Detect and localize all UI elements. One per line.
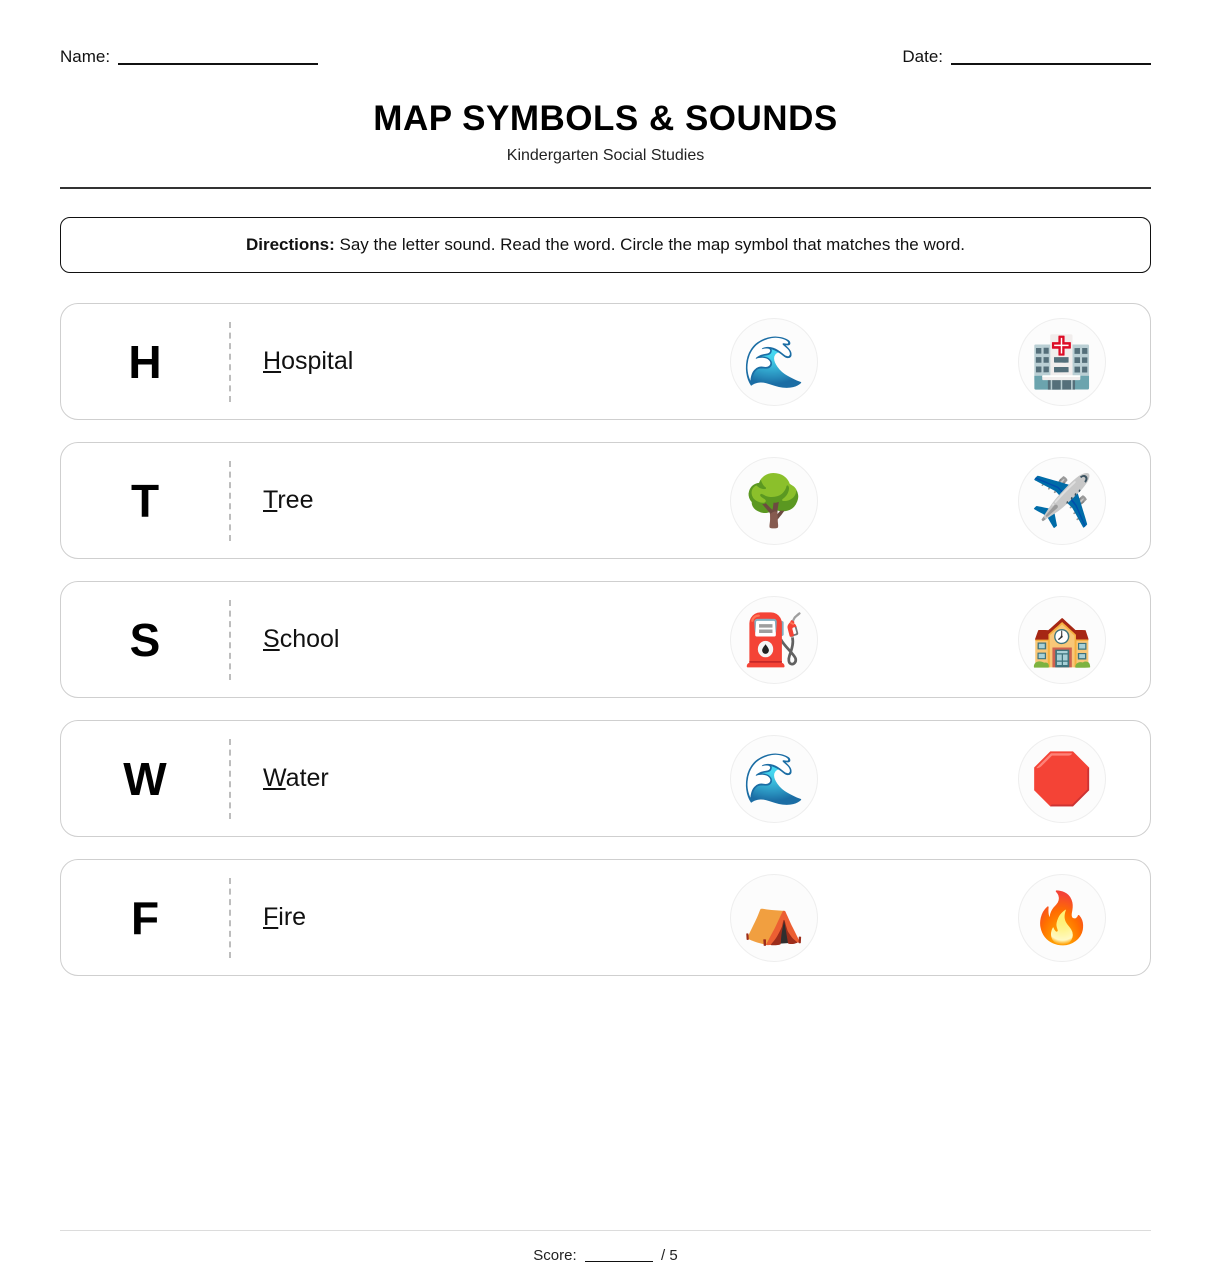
word-first-letter: W [263, 764, 286, 793]
stop-sign-icon[interactable]: 🛑 [1018, 735, 1106, 823]
directions-label: Directions: [245, 235, 335, 254]
question-word [231, 903, 730, 932]
question-letter: T [130, 474, 160, 527]
score-label: Score: [533, 1247, 577, 1264]
word-first-letter: S [263, 625, 280, 654]
date-field-group [902, 48, 1151, 65]
hospital-icon[interactable]: 🏥 [1018, 318, 1106, 406]
word-remainder: ire [278, 903, 307, 932]
choice-group [730, 318, 1126, 406]
question-row [60, 581, 1151, 698]
name-label: Name: [60, 47, 111, 66]
choice-group [730, 457, 1126, 545]
title-divider [60, 187, 1151, 189]
word-first-letter: T [263, 486, 278, 515]
word-first-letter: H [263, 347, 282, 376]
name-field-group [60, 48, 318, 65]
question-word [231, 764, 730, 793]
date-write-line[interactable] [951, 62, 1151, 65]
score-write-line[interactable] [585, 1260, 653, 1262]
question-letter: W [123, 752, 167, 805]
word-remainder: ree [277, 486, 314, 515]
name-write-line[interactable] [118, 62, 318, 65]
question-row [60, 303, 1151, 420]
name-date-row [60, 48, 1151, 65]
page-subtitle: Kindergarten Social Studies [506, 147, 705, 164]
title-block [60, 99, 1151, 165]
tent-icon[interactable]: ⛺ [730, 874, 818, 962]
word-remainder: ater [285, 764, 329, 793]
score-total: / 5 [661, 1247, 678, 1264]
airplane-icon[interactable]: ✈️ [1018, 457, 1106, 545]
wave-icon[interactable]: 🌊 [730, 735, 818, 823]
question-word [231, 347, 730, 376]
directions-box [60, 217, 1151, 273]
wave-icon[interactable]: 🌊 [730, 318, 818, 406]
question-row [60, 442, 1151, 559]
date-label: Date: [902, 47, 943, 66]
word-remainder: ospital [281, 347, 354, 376]
directions-text: Say the letter sound. Read the word. Circle the map symbol that matches the word. [339, 235, 966, 254]
choice-group [730, 735, 1126, 823]
question-list [60, 303, 1151, 1212]
choice-group [730, 874, 1126, 962]
fire-icon[interactable]: 🔥 [1018, 874, 1106, 962]
question-word [231, 625, 730, 654]
tree-icon[interactable]: 🌳 [730, 457, 818, 545]
school-icon[interactable]: 🏫 [1018, 596, 1106, 684]
question-word [231, 486, 730, 515]
word-remainder: chool [279, 625, 340, 654]
word-first-letter: F [263, 903, 279, 932]
question-letter: H [128, 335, 162, 388]
footer [60, 1230, 1151, 1264]
question-row [60, 859, 1151, 976]
question-letter: F [130, 891, 160, 944]
page-title: MAP SYMBOLS & SOUNDS [373, 99, 838, 138]
question-row [60, 720, 1151, 837]
choice-group [730, 596, 1126, 684]
question-letter: S [129, 613, 161, 666]
fuel-pump-icon[interactable]: ⛽ [730, 596, 818, 684]
